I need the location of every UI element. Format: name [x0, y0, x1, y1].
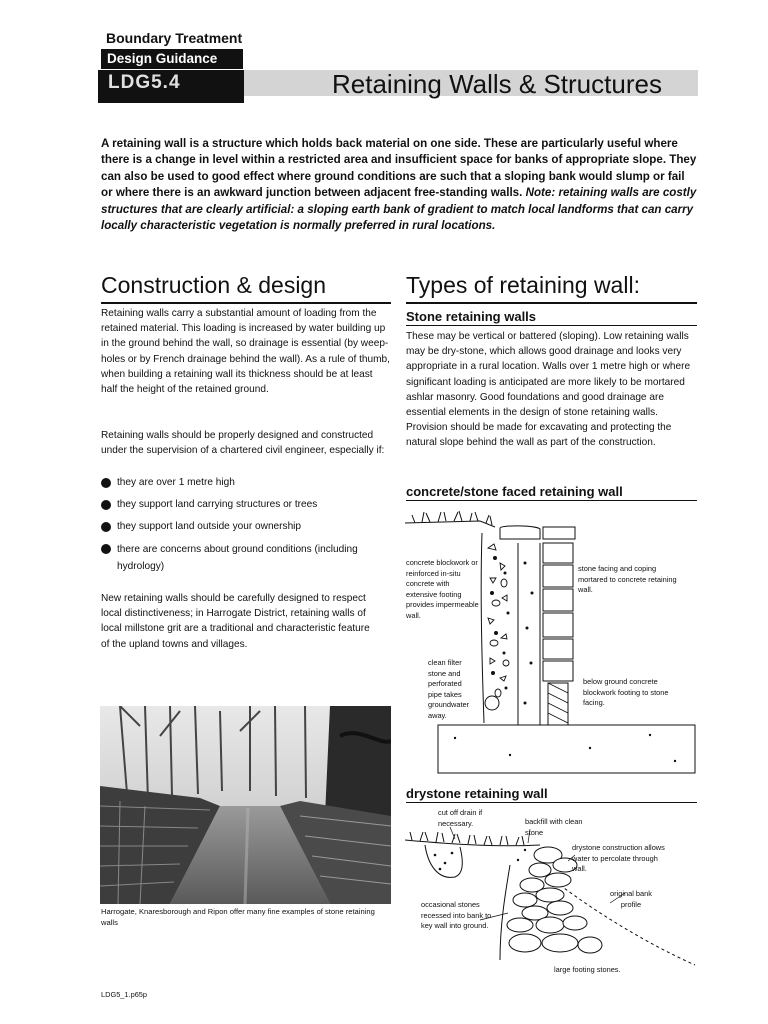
stone-walls-heading: Stone retaining walls [406, 309, 537, 324]
types-heading: Types of retaining wall: [406, 272, 640, 298]
list-item: they support land outside your ownership [101, 519, 386, 541]
code-underline [98, 96, 244, 103]
label-drystone-construction: drystone construction allows water to percolate through wall. [572, 843, 665, 873]
intro-note: Note: retaining walls are costly structures that are clearly artificial: a sloping earth bank of gradient to match local landforms that can carry locally characteristic vegetation is normally preferred in rural locations. [101, 186, 697, 233]
document-code: LDG5.4 [108, 72, 181, 93]
faced-wall-diagram [400, 503, 700, 778]
photo-caption: Harrogate, Knaresborough and Ripon offer many fine examples of stone retaining walls [101, 907, 375, 927]
lane-photo-illustration [100, 706, 391, 904]
label-footing-stones: large footing stones. [554, 965, 621, 974]
drystone-wall-rule [406, 802, 697, 803]
label-backfill: backfill with clean stone [525, 817, 583, 837]
label-recessed-stones: occasional stones recessed into bank to key wall into ground. [421, 900, 492, 930]
faced-wall-rule [406, 500, 697, 501]
conditions-list [101, 475, 386, 575]
guidance-label: Design Guidance [101, 49, 243, 69]
bullet-icon [101, 478, 111, 488]
intro-text: A retaining wall is a structure which holds back material on one side. These are particularly useful where there is a change in level within a restricted area and insufficient space for banks of appropriate slope. They can also be used to good effect where ground conditions are such that a sloping bank would slump or fail or where there is an awkward junction between adjacent free-standing walls. [101, 137, 697, 200]
construction-para-2: Retaining walls should be properly designed and constructed under the supervision of a chartered civil engineer, especially if: [101, 430, 385, 457]
construction-heading: Construction & design [101, 272, 327, 298]
construction-rule [101, 302, 391, 304]
list-item: they support land carrying structures or trees [101, 497, 386, 519]
bullet-icon [101, 500, 111, 510]
list-item: they are over 1 metre high [101, 475, 386, 497]
bullet-icon [101, 544, 111, 554]
footer-file: LDG5_1.p65p [101, 990, 148, 999]
stone-walls-text: These may be vertical or battered (sloping). Low retaining walls may be dry-stone, which allows good drainage and looks very appropriate in a rural location. Walls over 1 metre high or where significant loading is anticipated are more likely to be mortared ashlar masonry. Good foundations and good drainage are essential elements in the design of stone retaining walls. Provision should be made for excavating and protecting the natural slope behind the wall as part of the construction. [406, 331, 691, 449]
stone-wall-photo [100, 706, 391, 904]
label-stone-facing: stone facing and coping mortared to concrete retaining wall. [578, 564, 677, 594]
types-rule [406, 302, 697, 304]
stone-walls-rule [406, 325, 697, 326]
construction-para-1: Retaining walls carry a substantial amount of loading from the retained material. This loading is increased by water building up in the ground behind the wall, so drainage is essential (by weep-holes or by French drainage behind the wall). As a rule of thumb, when building a retaining wall its thickness should be at least half the height of the retained ground. [101, 308, 390, 396]
bullet-icon [101, 522, 111, 532]
page-title: Retaining Walls & Structures [332, 69, 662, 99]
label-original-bank: original bank profile [610, 889, 652, 909]
label-blockwork-footing: below ground concrete blockwork footing to stone facing. [583, 677, 669, 707]
list-item: there are concerns about ground conditions (including hydrology) [101, 541, 386, 575]
drystone-wall-heading: drystone retaining wall [406, 786, 548, 801]
intro-paragraph [101, 136, 699, 234]
category-title: Boundary Treatment [106, 30, 243, 46]
label-cut-off-drain: cut off drain if necessary. [438, 808, 483, 828]
label-filter-stone: clean filter stone and perforated pipe takes groundwater away. [428, 658, 470, 720]
faced-wall-heading: concrete/stone faced retaining wall [406, 484, 623, 499]
construction-para-3: New retaining walls should be carefully designed to respect local distinctiveness; in Harrogate District, retaining walls of local millstone grit are a traditional and characteristic feature of the upland towns and villages. [101, 593, 370, 650]
label-concrete-wall: concrete blockwork or reinforced in-situ concrete with extensive footing provides impermeable wall. [406, 558, 479, 620]
